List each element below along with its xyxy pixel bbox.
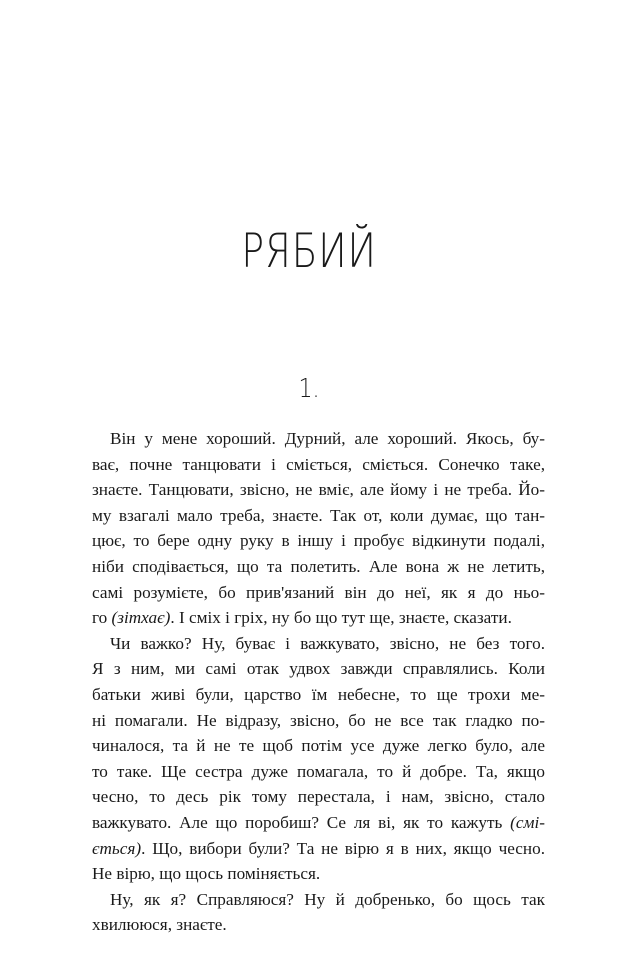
chapter-title: РЯБИЙ bbox=[241, 224, 377, 279]
text-segment: чесно, то десь рік тому перестала, і нам, звісно, стало bbox=[92, 787, 545, 807]
text-segment: Він у мене хороший. Дурний, але хороший. Якось, бу- bbox=[110, 429, 545, 448]
text-line bbox=[92, 580, 545, 606]
text-segment: знаєте. Танцювати, звісно, не вміє, але йому і не треба. Йо- bbox=[92, 480, 545, 500]
text-line bbox=[92, 605, 545, 631]
text-segment: то таке. Ще сестра дуже помагала, то й добре. Та, якщо bbox=[92, 761, 545, 781]
text-segment: . І сміх і гріх, ну бо що тут ще, знаєте, сказати. bbox=[170, 608, 512, 628]
text-segment: чиналося, та й не те щоб потім усе дуже легко було, але bbox=[92, 736, 545, 756]
stage-direction: ється) bbox=[92, 838, 142, 858]
text-segment: Не вірю, що щось поміняється. bbox=[92, 864, 321, 884]
section-number: 1. bbox=[298, 374, 320, 404]
text-segment: ває, почне танцювати і сміється, сміється. Сонечко таке, bbox=[92, 454, 545, 474]
text-segment: ні помагали. Не відразу, звісно, бо не все так гладко по- bbox=[92, 710, 545, 730]
text-line bbox=[92, 784, 545, 810]
paragraph bbox=[92, 426, 545, 631]
text-segment: го bbox=[92, 608, 112, 628]
text-segment: Ну, як я? Справляюся? Ну й добренько, бо щось так bbox=[110, 889, 545, 909]
stage-direction: (смі- bbox=[510, 812, 545, 832]
paragraph bbox=[92, 887, 545, 938]
text-line bbox=[92, 912, 545, 938]
text-line bbox=[92, 887, 545, 913]
text-segment: цює, то бере одну руку в іншу і пробує відкинути подалі, bbox=[92, 531, 545, 551]
text-line bbox=[92, 733, 545, 759]
text-segment: . Що, вибори були? Та не вірю я в них, якщо чесно. bbox=[141, 838, 545, 858]
text-segment: Я з ним, ми самі отак удвох завжди справлялись. Коли bbox=[92, 659, 545, 679]
text-line bbox=[92, 656, 545, 682]
text-segment: ніби сподівається, що та полетить. Але вона ж не летить, bbox=[92, 556, 545, 576]
text-line bbox=[92, 477, 545, 503]
paragraph bbox=[92, 631, 545, 887]
text-line bbox=[92, 426, 545, 452]
text-segment: хвилююся, знаєте. bbox=[92, 915, 227, 935]
text-line bbox=[92, 861, 545, 887]
text-line bbox=[92, 836, 545, 862]
text-segment: важкувато. Але що поробиш? Се ля ві, як то кажуть bbox=[92, 812, 511, 832]
text-line bbox=[92, 810, 545, 836]
text-segment: му взагалі мало треба, знаєте. Так от, коли думає, що тан- bbox=[92, 505, 545, 525]
stage-direction: (зітхає) bbox=[111, 608, 171, 628]
text-segment: батьки живі були, царство їм небесне, то ще трохи ме- bbox=[92, 684, 545, 704]
text-line bbox=[92, 759, 545, 785]
text-line bbox=[92, 708, 545, 734]
text-line bbox=[92, 528, 545, 554]
text-line bbox=[92, 452, 545, 478]
text-line bbox=[92, 682, 545, 708]
body-text bbox=[92, 426, 545, 938]
text-segment: Чи важко? Ну, буває і важкувато, звісно, не без того. bbox=[110, 633, 545, 653]
text-line bbox=[92, 503, 545, 529]
text-line bbox=[92, 554, 545, 580]
text-segment: самі розумієте, бо прив'язаний він до неї, як я до ньо- bbox=[92, 582, 545, 602]
text-line bbox=[92, 631, 545, 657]
